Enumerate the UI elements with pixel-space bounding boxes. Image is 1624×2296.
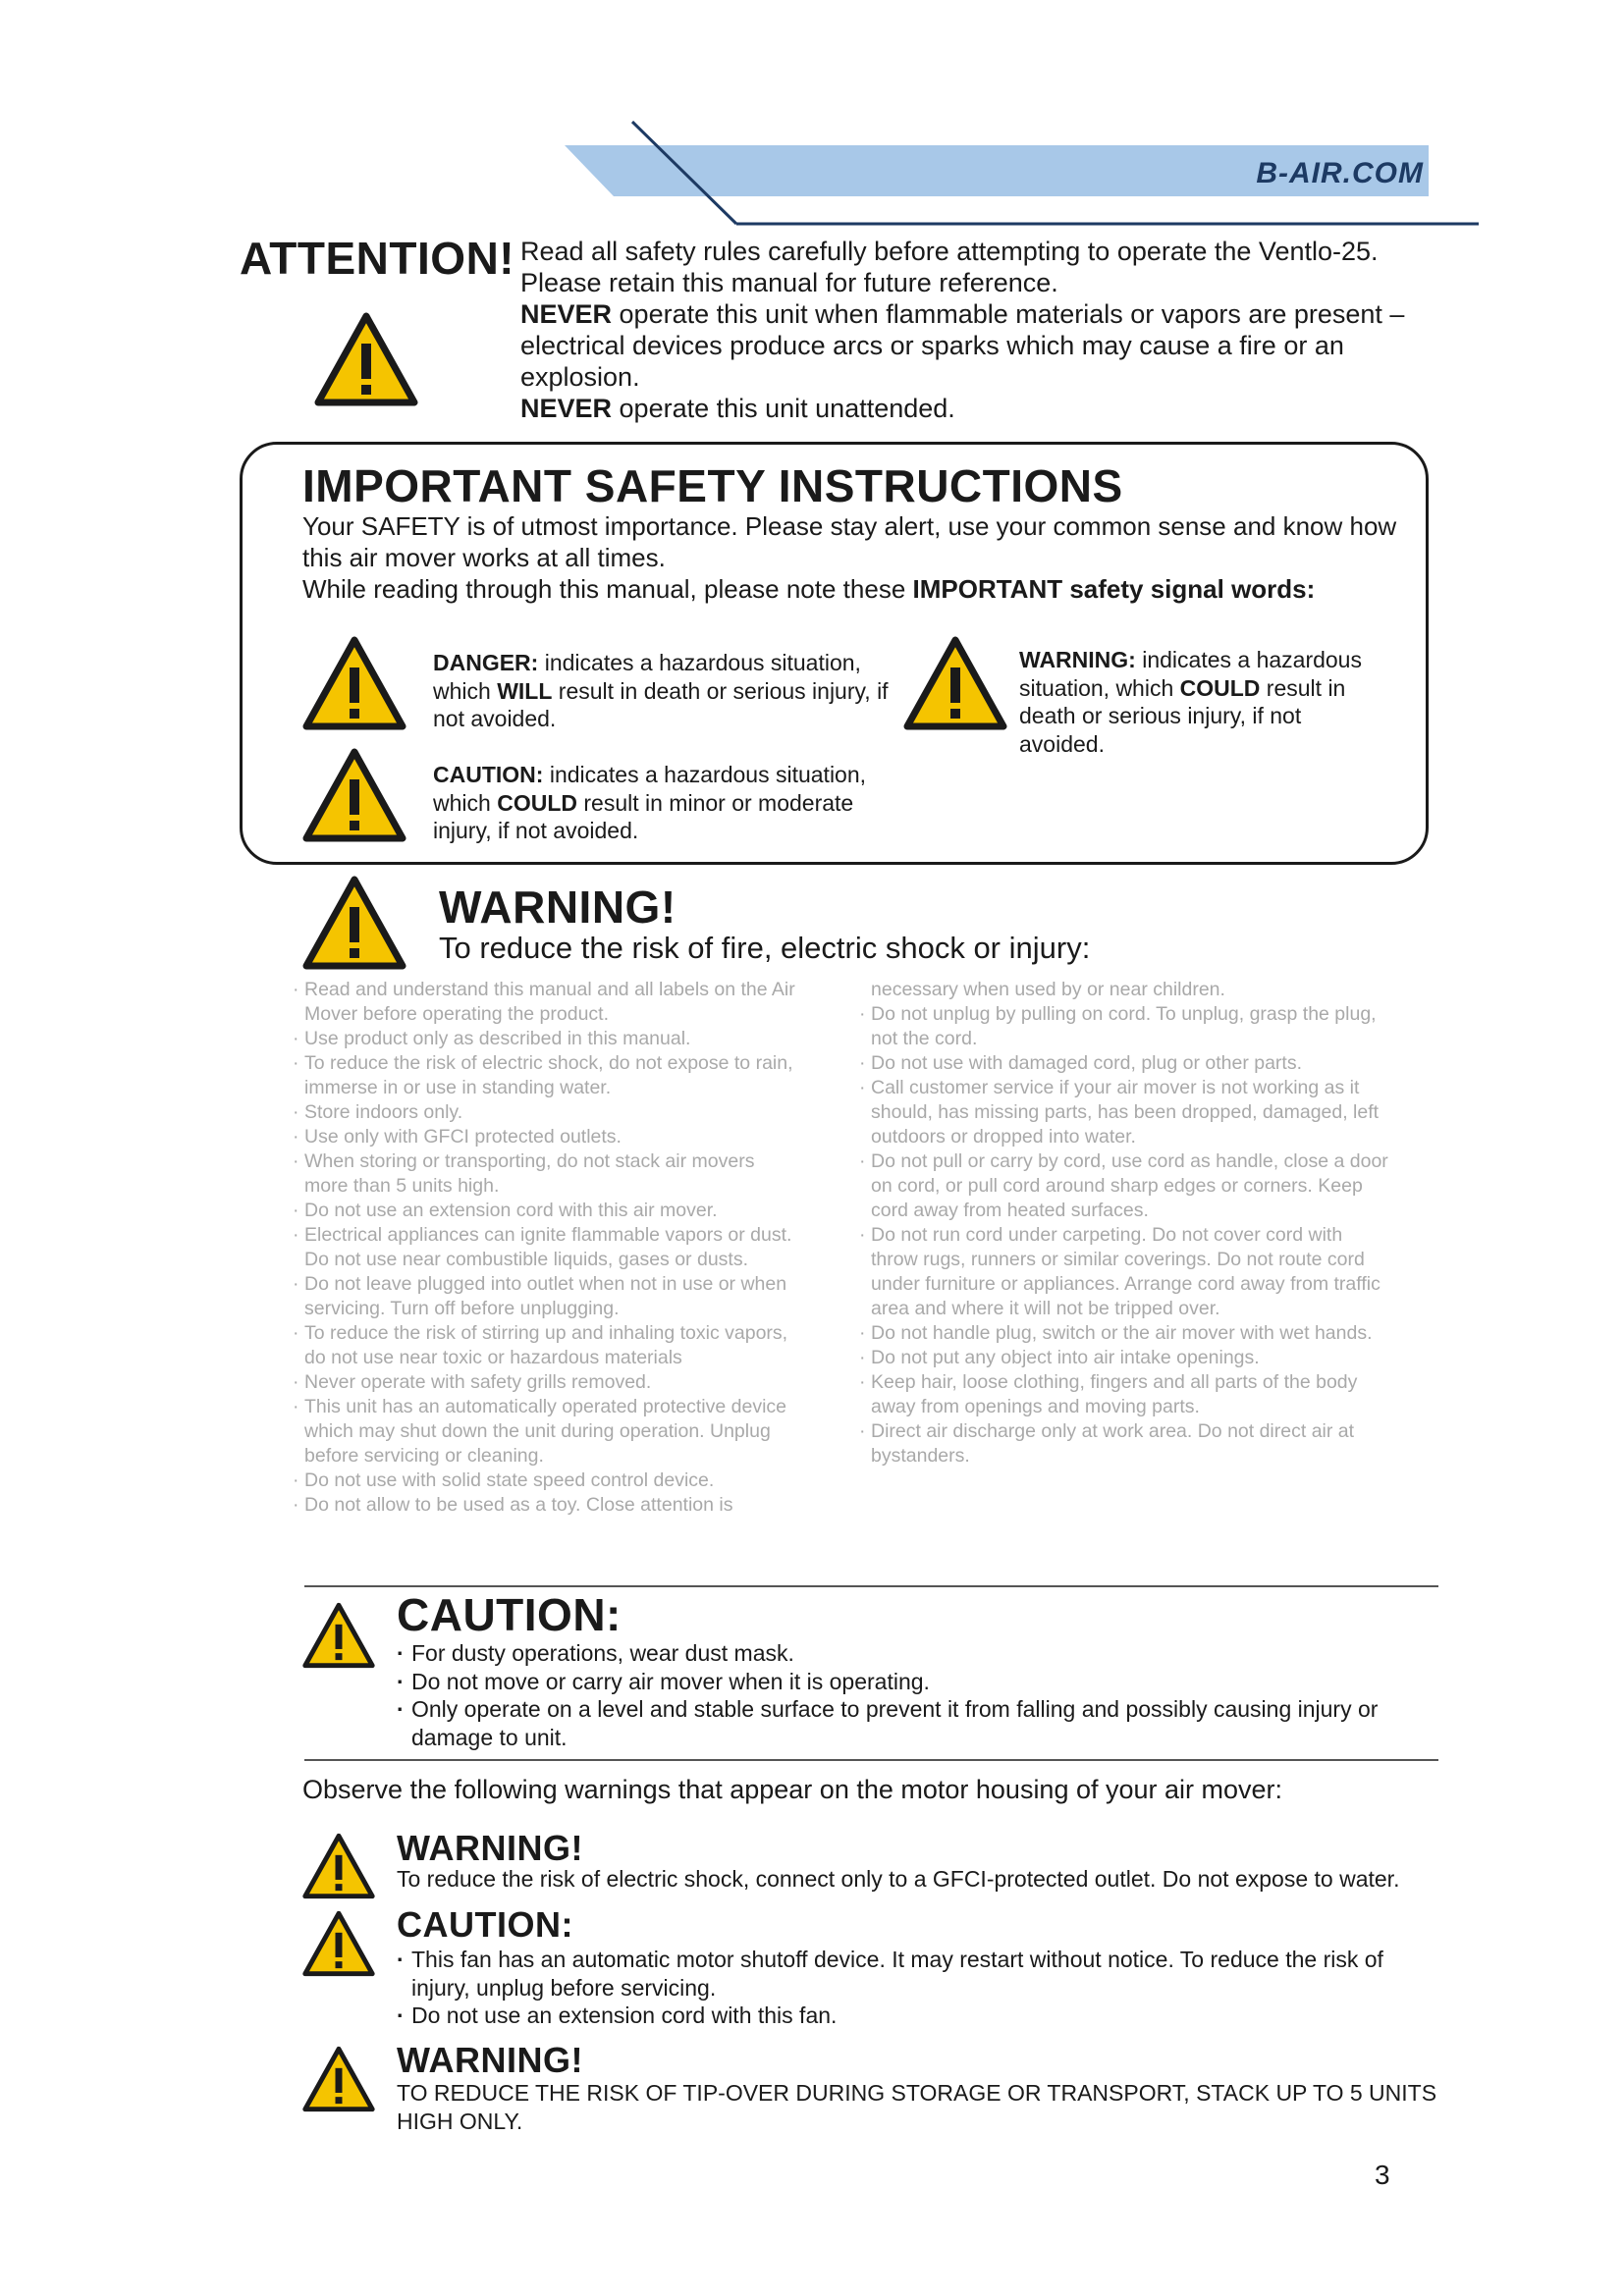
list-item: · Do not unplug by pulling on cord. To unplug, grasp the plug, not the cord.: [859, 1002, 1389, 1051]
attention-text: [520, 236, 1424, 424]
list-item: · Direct air discharge only at work area. Do not direct air at bystanders.: [859, 1419, 1389, 1468]
list-item: · Do not put any object into air intake openings.: [859, 1346, 1389, 1370]
attention-title: ATTENTION!: [240, 233, 515, 284]
caution-list: [397, 1639, 1437, 1751]
site-name: B-AIR.COM: [1256, 157, 1424, 189]
caution-signal: CAUTION: indicates a hazardous situation, which COULD result in minor or moderate injury, if not avoided.: [433, 762, 867, 843]
list-item: · Do not pull or carry by cord, use cord as handle, close a door on cord, or pull cord around sharp edges or corners. Keep cord away from heated surfaces.: [859, 1149, 1389, 1223]
list-item: · Do not move or carry air mover when it is operating.: [397, 1668, 1437, 1696]
attention-never2: NEVER operate this unit unattended.: [520, 394, 955, 423]
label-caution-list: [397, 1946, 1437, 2030]
list-item: · Do not allow to be used as a toy. Close attention is: [293, 1493, 803, 1518]
caution-section-triangle-icon: [302, 1602, 375, 1669]
warning-title: WARNING!: [439, 881, 677, 933]
label-warning-triangle-icon: [302, 1833, 375, 1899]
warning-section-triangle-icon: [302, 876, 406, 970]
list-item: · Do not run cord under carpeting. Do not cover cord with throw rugs, runners or similar coverings. Do not route cord under furniture or appliances. Arrange cord away from traffic area and where it will not be tripped over.: [859, 1223, 1389, 1321]
list-item: · For dusty operations, wear dust mask.: [397, 1639, 1437, 1668]
list-item: · Do not leave plugged into outlet when not in use or when servicing. Turn off before unplugging.: [293, 1272, 803, 1321]
observe-text: Observe the following warnings that appear on the motor housing of your air mover:: [302, 1775, 1283, 1804]
label-warning-text: To reduce the risk of electric shock, connect only to a GFCI-protected outlet. Do not expose to water.: [397, 1866, 1400, 1892]
list-item: · To reduce the risk of stirring up and inhaling toxic vapors, do not use near toxic or hazardous materials: [293, 1321, 803, 1370]
list-item: · Call customer service if your air mover is not working as it should, has missing parts, has been dropped, damaged, left outdoors or dropped into water.: [859, 1076, 1389, 1149]
label-warning2-triangle-icon: [302, 2046, 375, 2112]
list-item: · Only operate on a level and stable surface to prevent it from falling and possibly causing injury or damage to unit.: [397, 1695, 1437, 1751]
list-item: · This unit has an automatically operated protective device which may shut down the unit during operation. Unplug before servicing or cleaning.: [293, 1395, 803, 1468]
list-item: · Do not use an extension cord with this air mover.: [293, 1199, 803, 1223]
list-item: · Use product only as described in this manual.: [293, 1027, 803, 1051]
list-item: necessary when used by or near children.: [871, 979, 1225, 1000]
label-caution-title: CAUTION:: [397, 1904, 573, 1945]
attention-never1: NEVER operate this unit when flammable materials or vapors are present – electrical devices produce arcs or sparks which may cause a fire or an explosion.: [520, 299, 1405, 392]
page-number: 3: [1375, 2160, 1390, 2190]
warning-signal: WARNING: indicates a hazardous situation, which COULD result in death or serious injury, if not avoided.: [1019, 647, 1362, 757]
instructions-intro: Your SAFETY is of utmost importance. Please stay alert, use your common sense and know how this air mover works at all times. While reading through this manual, please note these IMPORTANT safety signal words:: [302, 511, 1397, 604]
warning-subtitle: To reduce the risk of fire, electric shock or injury:: [439, 931, 1091, 965]
warning-list-right: [859, 978, 1389, 1468]
label-warning-title: WARNING!: [397, 1828, 583, 1868]
list-item: · Do not handle plug, switch or the air mover with wet hands.: [859, 1321, 1389, 1346]
divider-bottom: [304, 1759, 1438, 1761]
list-item: · Do not use with damaged cord, plug or other parts.: [859, 1051, 1389, 1076]
list-item: · Store indoors only.: [293, 1100, 803, 1125]
list-item: · Read and understand this manual and all labels on the Air Mover before operating the product.: [293, 978, 803, 1027]
danger-triangle-icon: [302, 636, 406, 730]
label-caution-triangle-icon: [302, 1910, 375, 1977]
caution-title: CAUTION:: [397, 1589, 622, 1640]
warning-signal-triangle-icon: [903, 636, 1007, 730]
list-item: · Do not use with solid state speed control device.: [293, 1468, 803, 1493]
list-item: · When storing or transporting, do not stack air movers more than 5 units high.: [293, 1149, 803, 1199]
list-item: · To reduce the risk of electric shock, do not expose to rain, immerse in or use in standing water.: [293, 1051, 803, 1100]
danger-signal: DANGER: indicates a hazardous situation, which WILL result in death or serious injury, if not avoided.: [433, 650, 889, 731]
warning-list-left: [293, 978, 803, 1518]
list-item: · This fan has an automatic motor shutoff device. It may restart without notice. To reduce the risk of injury, unplug before servicing.: [397, 1946, 1437, 2002]
warning-triangle-icon: [314, 312, 418, 406]
divider-top: [304, 1585, 1438, 1587]
list-item: · Electrical appliances can ignite flammable vapors or dust. Do not use near combustible liquids, gases or dusts.: [293, 1223, 803, 1272]
attention-line1: Read all safety rules carefully before attempting to operate the Ventlo-25. Please retain this manual for future reference.: [520, 237, 1379, 297]
instructions-title: IMPORTANT SAFETY INSTRUCTIONS: [302, 460, 1123, 511]
caution-signal-triangle-icon: [302, 748, 406, 842]
list-item: · Do not use an extension cord with this fan.: [397, 2002, 1437, 2030]
label-warning2-title: WARNING!: [397, 2040, 583, 2080]
list-item: · Use only with GFCI protected outlets.: [293, 1125, 803, 1149]
label-warning2-text: TO REDUCE THE RISK OF TIP-OVER DURING STORAGE OR TRANSPORT, STACK UP TO 5 UNITS HIGH ONLY.: [397, 2080, 1437, 2134]
list-item: · Keep hair, loose clothing, fingers and all parts of the body away from openings and moving parts.: [859, 1370, 1389, 1419]
list-item: · Never operate with safety grills removed.: [293, 1370, 803, 1395]
